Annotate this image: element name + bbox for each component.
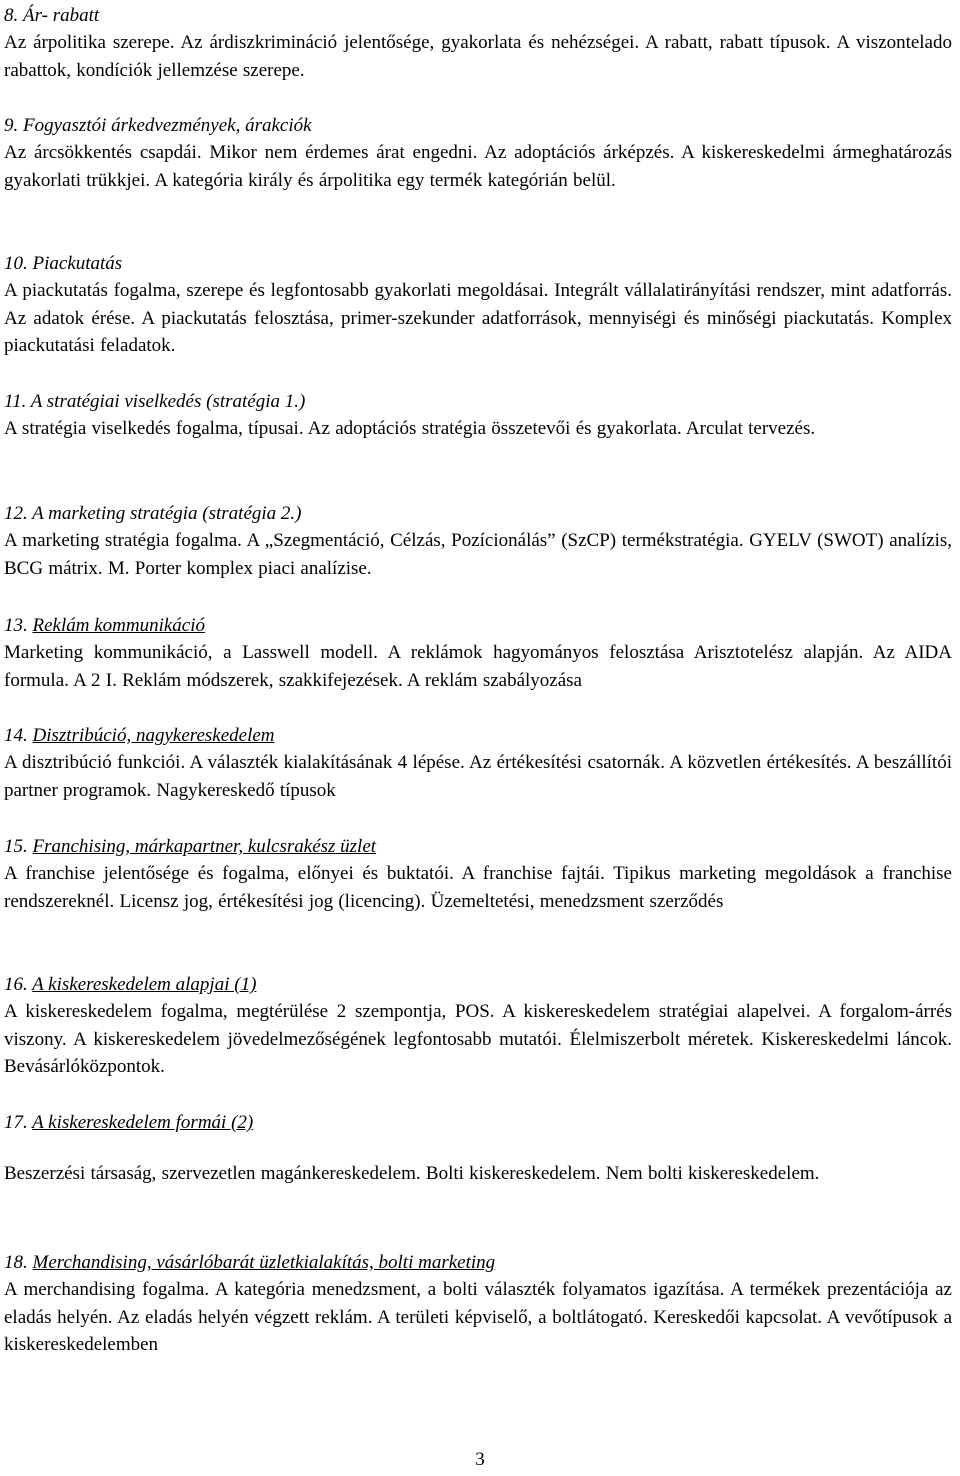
section-heading: 14. Disztribúció, nagykereskedelem bbox=[4, 725, 275, 746]
section-heading: 12. A marketing stratégia (stratégia 2.) bbox=[4, 503, 302, 524]
section-16 bbox=[4, 971, 952, 1081]
section-body: Beszerzési társaság, szervezetlen magánkereskedelem. Bolti kiskereskedelem. Nem bolti kiskereskedelem. bbox=[4, 1163, 820, 1184]
section-14 bbox=[4, 722, 952, 804]
section-10 bbox=[4, 250, 952, 360]
section-body: Az árpolitika szerepe. Az árdiszkrimináció jelentősége, gyakorlata és nehézségei. A rabatt, rabatt típusok. A viszontelado rabattok, kondíciók jellemzése szerepe. bbox=[4, 32, 952, 81]
section-heading: 9. Fogyasztói árkedvezmények, árakciók bbox=[4, 115, 312, 136]
section-body: A kiskereskedelem fogalma, megtérülése 2 szempontja, POS. A kiskereskedelem stratégiai alapelvei. A forgalom-árrés viszony. A kiskereskedelem jövedelmezőségének legfontosabb mutatói. Élelmiszerbolt méretek. Kiskereskedelmi láncok. Bevásárlóközpontok. bbox=[4, 1001, 952, 1077]
section-body: A franchise jelentősége és fogalma, előnyei és buktatói. A franchise fajtái. Tipikus marketing megoldások a franchise rendszereknél. Licensz jog, értékesítési jog (licencing). Üzemeltetési, menedzsment szerződés bbox=[4, 863, 952, 912]
section-heading: 10. Piackutatás bbox=[4, 253, 123, 274]
section-body: A piackutatás fogalma, szerepe és legfontosabb gyakorlati megoldásai. Integrált vállalatirányítási rendszer, mint adatforrás. Az adatok érése. A piackutatás felosztása, primer-szekunder adatforrások, mennyiségi és minőségi piackutatás. Komplex piackutatási feladatok. bbox=[4, 280, 952, 356]
section-8 bbox=[4, 2, 952, 84]
section-body: A merchandising fogalma. A kategória menedzsment, a bolti választék folyamatos igazítása. A termékek prezentációja az eladás helyén. Az eladás helyén végzett reklám. A területi képviselő, a boltlátogató. Kereskedői kapcsolat. A vevőtípusok a kiskereskedelemben bbox=[4, 1279, 952, 1355]
section-12 bbox=[4, 500, 952, 582]
section-heading: 16. A kiskereskedelem alapjai (1) bbox=[4, 974, 257, 995]
section-body: Marketing kommunikáció, a Lasswell modell. A reklámok hagyományos felosztása Arisztotelész alapján. Az AIDA formula. A 2 I. Reklám módszerek, szakkifejezések. A reklám szabályozása bbox=[4, 642, 952, 691]
section-15 bbox=[4, 833, 952, 915]
section-heading: 11. A stratégiai viselkedés (stratégia 1.) bbox=[4, 391, 306, 412]
section-heading: 13. Reklám kommunikáció bbox=[4, 615, 206, 636]
section-11 bbox=[4, 388, 952, 443]
section-body: A marketing stratégia fogalma. A „Szegmentáció, Célzás, Pozícionálás” (SzCP) termékstratégia. GYELV (SWOT) analízis, BCG mátrix. M. Porter komplex piaci analízise. bbox=[4, 530, 952, 579]
section-13 bbox=[4, 612, 952, 694]
section-body: A stratégia viselkedés fogalma, típusai. Az adoptációs stratégia összetevői és gyakorlata. Arculat tervezés. bbox=[4, 418, 816, 439]
section-body: A disztribúció funkciói. A választék kialakításának 4 lépése. Az értékesítési csatornák. A közvetlen értékesítés. A beszállítói partner programok. Nagykereskedő típusok bbox=[4, 752, 952, 801]
section-heading: 17. A kiskereskedelem formái (2) bbox=[4, 1112, 254, 1133]
page-number: 3 bbox=[475, 1449, 485, 1470]
section-heading: 8. Ár- rabatt bbox=[4, 5, 100, 26]
section-heading: 18. Merchandising, vásárlóbarát üzletkialakítás, bolti marketing bbox=[4, 1252, 496, 1273]
section-body: Az árcsökkentés csapdái. Mikor nem érdemes árat engedni. Az adoptációs árképzés. A kiskereskedelmi ármeghatározás gyakorlati trükkjei. A kategória király és árpolitika egy termék kategórián belül. bbox=[4, 142, 952, 191]
section-9 bbox=[4, 112, 952, 194]
section-17 bbox=[4, 1109, 952, 1188]
section-18 bbox=[4, 1249, 952, 1359]
section-heading: 15. Franchising, márkapartner, kulcsrakész üzlet bbox=[4, 836, 377, 857]
